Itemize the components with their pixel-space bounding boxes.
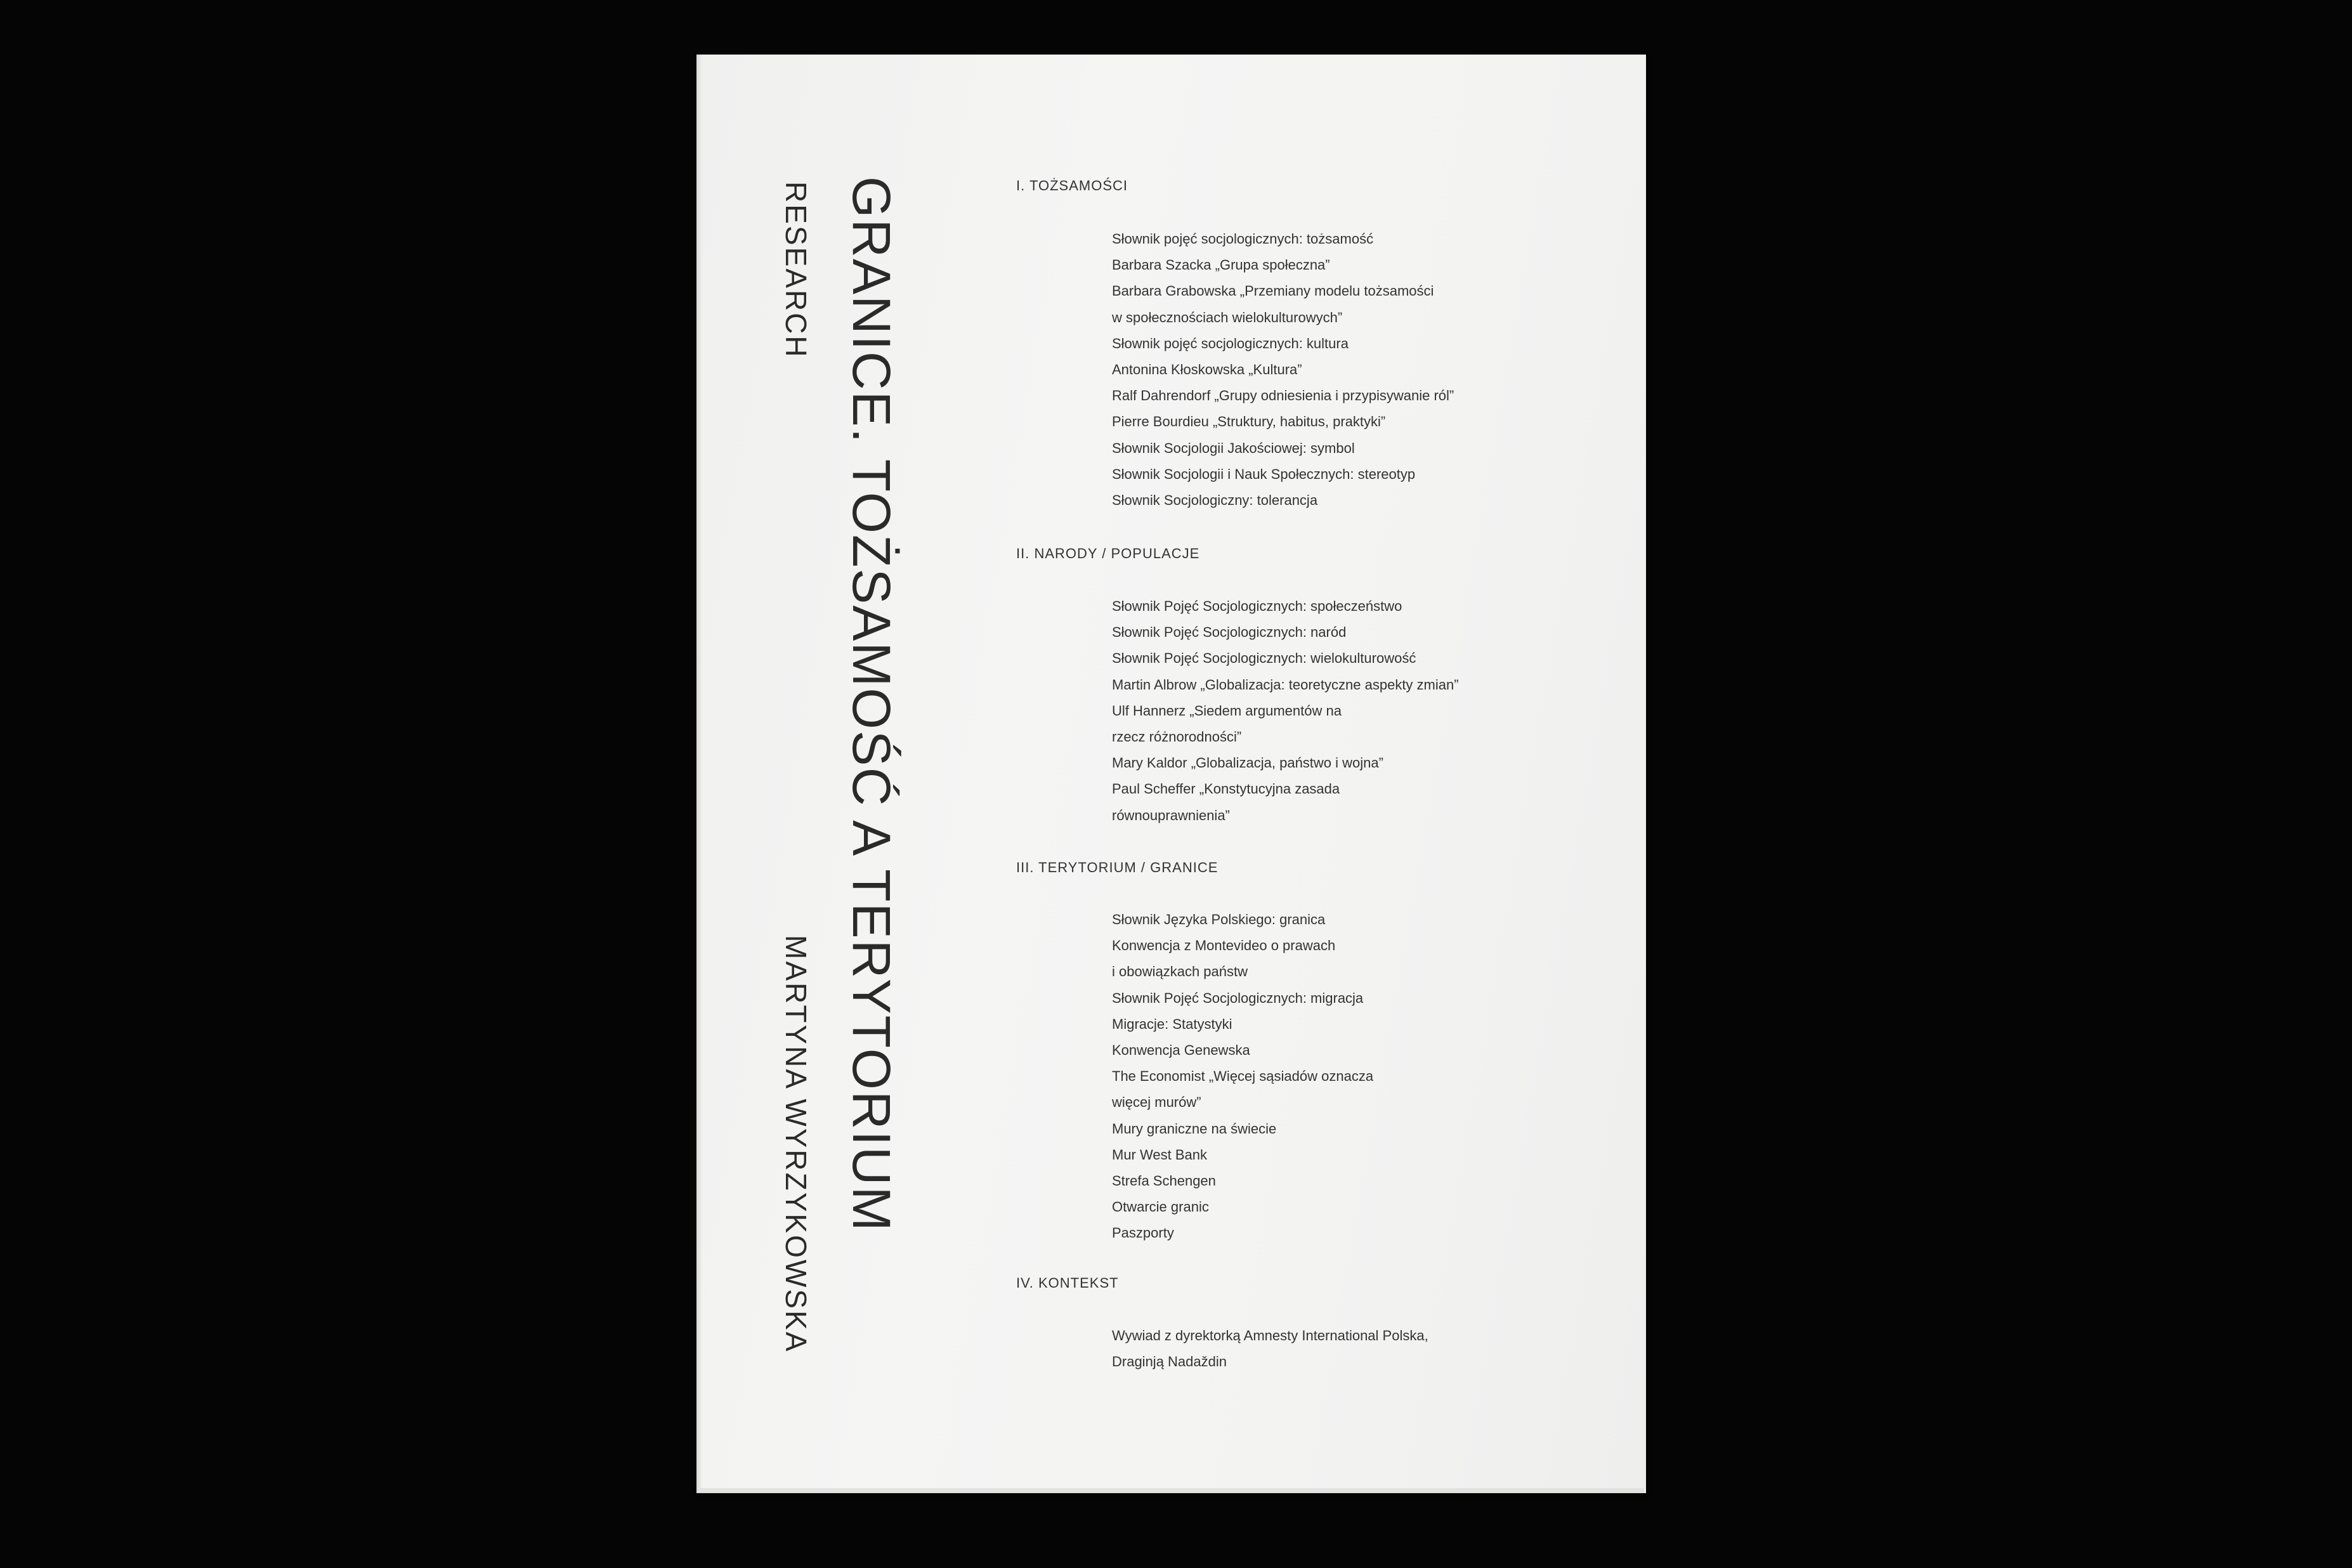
list-item: Otwarcie granic — [1112, 1199, 1209, 1215]
section-heading-2: II. NARODY / POPULACJE — [1016, 546, 1200, 561]
list-item: Słownik Socjologii i Nauk Społecznych: stereotyp — [1112, 466, 1416, 482]
list-item: Ralf Dahrendorf „Grupy odniesienia i przypisywanie ról” — [1112, 388, 1454, 404]
list-item: Konwencja z Montevideo o prawach — [1112, 938, 1336, 954]
section-4-entries — [1112, 1323, 1428, 1375]
list-item: The Economist „Więcej sąsiadów oznacza — [1112, 1068, 1374, 1085]
list-item: Strefa Schengen — [1112, 1172, 1216, 1189]
list-item: Martin Albrow „Globalizacja: teoretyczne aspekty zmian” — [1112, 676, 1459, 693]
list-item: Słownik Socjologii Jakościowej: symbol — [1112, 440, 1355, 456]
list-item: Słownik Języka Polskiego: granica — [1112, 911, 1326, 927]
section-2-entries — [1112, 593, 1459, 828]
list-item: Słownik pojęć socjologicznych: tożsamość — [1112, 231, 1374, 247]
book-bottom-edge — [700, 1488, 1644, 1493]
list-item: równouprawnienia” — [1112, 807, 1230, 823]
list-item: Mur West Bank — [1112, 1146, 1207, 1163]
cover-subtitle: RESEARCH — [780, 181, 813, 359]
list-item: Paszporty — [1112, 1225, 1174, 1241]
list-item: Słownik Pojęć Socjologicznych: migracja — [1112, 990, 1364, 1006]
list-item: i obowiązkach państw — [1112, 964, 1248, 980]
list-item: Antonina Kłoskowska „Kultura” — [1112, 361, 1302, 377]
section-heading-3: III. TERYTORIUM / GRANICE — [1016, 859, 1218, 875]
list-item: rzecz różnorodności” — [1112, 728, 1242, 745]
book-spine-edge — [696, 55, 702, 1493]
list-item: Draginją Nadaždin — [1112, 1354, 1227, 1370]
list-item: Konwencja Genewska — [1112, 1042, 1250, 1058]
list-item: Pierre Bourdieu „Struktury, habitus, praktyki” — [1112, 414, 1386, 430]
section-heading-4: IV. KONTEKST — [1016, 1275, 1119, 1291]
list-item: więcej murów” — [1112, 1094, 1201, 1111]
list-item: Mury graniczne na świecie — [1112, 1120, 1277, 1137]
list-item: Słownik Pojęć Socjologicznych: społeczeństwo — [1112, 598, 1402, 614]
list-item: Barbara Szacka „Grupa społeczna” — [1112, 257, 1330, 273]
list-item: Słownik pojęć socjologicznych: kultura — [1112, 335, 1349, 351]
cover-title: GRANICE. TOŻSAMOŚĆ A TERYTORIUM — [842, 176, 901, 1232]
list-item: Mary Kaldor „Globalizacja, państwo i wojna” — [1112, 755, 1383, 771]
list-item: Słownik Pojęć Socjologicznych: wielokulturowość — [1112, 650, 1416, 667]
list-item: Migracje: Statystyki — [1112, 1016, 1232, 1032]
list-item: Słownik Pojęć Socjologicznych: naród — [1112, 624, 1347, 641]
list-item: Barbara Grabowska „Przemiany modelu tożsamości — [1112, 283, 1434, 299]
section-3-entries — [1112, 906, 1373, 1246]
section-heading-1: I. TOŻSAMOŚCI — [1016, 178, 1128, 193]
list-item: Wywiad z dyrektorką Amnesty International Polska, — [1112, 1328, 1428, 1343]
list-item: Słownik Socjologiczny: tolerancja — [1112, 492, 1318, 508]
section-1-entries — [1112, 226, 1454, 513]
list-item: w społecznościach wielokulturowych” — [1112, 309, 1343, 325]
cover-author: MARTYNA WYRZYKOWSKA — [780, 935, 813, 1354]
list-item: Paul Scheffer „Konstytucyjna zasada — [1112, 781, 1340, 797]
list-item: Ulf Hannerz „Siedem argumentów na — [1112, 702, 1342, 719]
